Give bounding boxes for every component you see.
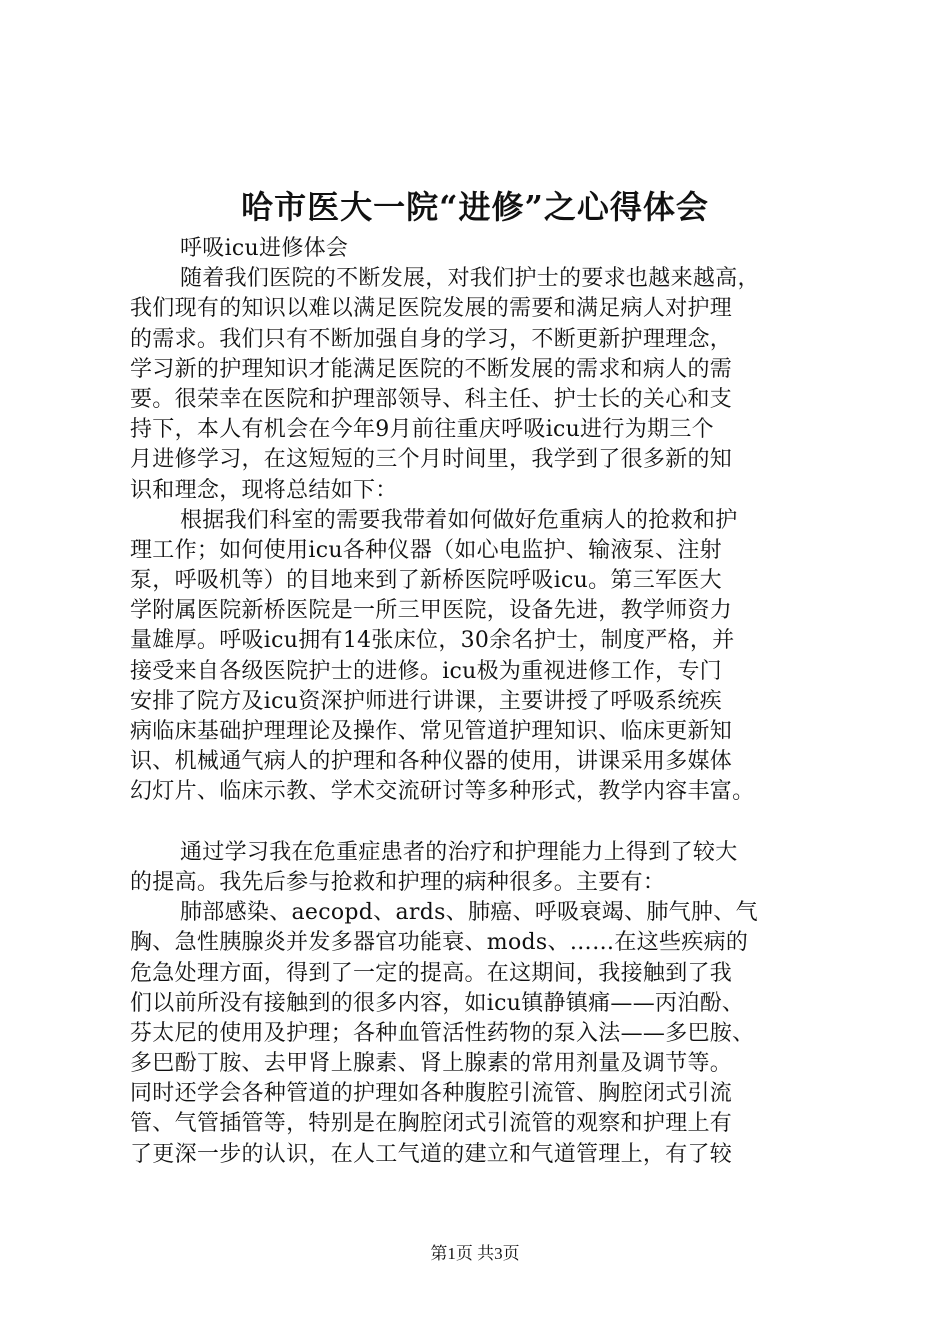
page-footer: 第1页 共3页 bbox=[430, 1244, 520, 1263]
paragraph-line: 通过学习我在危重症患者的治疗和护理能力上得到了较大 bbox=[180, 839, 738, 865]
paragraph-line: 识、机械通气病人的护理和各种仪器的使用，讲课采用多媒体 bbox=[130, 749, 733, 775]
paragraph-line: 多巴酚丁胺、去甲肾上腺素、肾上腺素的常用剂量及调节等。 bbox=[130, 1051, 733, 1077]
subtitle-line: 呼吸icu进修体会 bbox=[180, 236, 349, 261]
paragraph-line: 管、气管插管等，特别是在胸腔闭式引流管的观察和护理上有 bbox=[130, 1111, 733, 1137]
paragraph-line: 病临床基础护理理论及操作、常见管道护理知识、临床更新知 bbox=[130, 719, 733, 744]
paragraph-line: 同时还学会各种管道的护理如各种腹腔引流管、胸腔闭式引流 bbox=[130, 1081, 733, 1107]
paragraph-line: 危急处理方面，得到了一定的提高。在这期间，我接触到了我 bbox=[130, 960, 733, 986]
document-title: 哈市医大一院“进修”之心得体会 bbox=[241, 188, 709, 226]
paragraph-line: 的需求。我们只有不断加强自身的学习，不断更新护理理念， bbox=[130, 326, 733, 352]
paragraph-line: 持下，本人有机会在今年9月前往重庆呼吸icu进行为期三个 bbox=[130, 417, 714, 443]
paragraph-line: 芬太尼的使用及护理；各种血管活性药物的泵入法——多巴胺、 bbox=[130, 1020, 755, 1046]
paragraph-line: 识和理念，现将总结如下： bbox=[130, 477, 398, 503]
paragraph-line: 幻灯片、临床示教、学术交流研讨等多种形式，教学内容丰富。 bbox=[130, 779, 755, 805]
paragraph-line: 泵，呼吸机等）的目地来到了新桥医院呼吸icu。第三军医大 bbox=[130, 568, 722, 594]
paragraph-line: 接受来自各级医院护士的进修。icu极为重视进修工作，专门 bbox=[130, 658, 722, 684]
paragraph-line: 们以前所没有接触到的很多内容，如icu镇静镇痛——丙泊酚、 bbox=[130, 990, 745, 1016]
paragraph-line: 我们现有的知识以难以满足医院发展的需要和满足病人对护理 bbox=[130, 296, 733, 322]
paragraph-line: 安排了院方及icu资深护师进行讲课，主要讲授了呼吸系统疾 bbox=[130, 688, 722, 714]
paragraph-line: 的提高。我先后参与抢救和护理的病种很多。主要有： bbox=[130, 869, 666, 895]
paragraph-line: 学附属医院新桥医院是一所三甲医院，设备先进，教学师资力 bbox=[130, 598, 733, 624]
document-body bbox=[130, 234, 830, 1170]
paragraph-line: 根据我们科室的需要我带着如何做好危重病人的抢救和护 bbox=[180, 507, 738, 533]
paragraph-line: 要。很荣幸在医院和护理部领导、科主任、护士长的关心和支 bbox=[130, 386, 733, 412]
paragraph-line: 随着我们医院的不断发展，对我们护士的要求也越来越高， bbox=[180, 266, 760, 292]
paragraph-line: 学习新的护理知识才能满足医院的不断发展的需求和病人的需 bbox=[130, 356, 733, 382]
paragraph-line: 了更深一步的认识，在人工气道的建立和气道管理上，有了较 bbox=[130, 1141, 733, 1167]
paragraph-line: 肺部感染、aecopd、ards、肺癌、呼吸衰竭、肺气肿、气 bbox=[180, 900, 758, 926]
paragraph-line: 月进修学习，在这短短的三个月时间里，我学到了很多新的知 bbox=[130, 447, 733, 473]
paragraph-line: 量雄厚。呼吸icu拥有14张床位，30余名护士，制度严格，并 bbox=[130, 628, 735, 654]
paragraph-line: 胸、急性胰腺炎并发多器官功能衰、mods、……在这些疾病的 bbox=[130, 930, 749, 956]
paragraph-line: 理工作；如何使用icu各种仪器（如心电监护、输液泵、注射 bbox=[130, 537, 722, 563]
blank-line bbox=[130, 808, 830, 838]
